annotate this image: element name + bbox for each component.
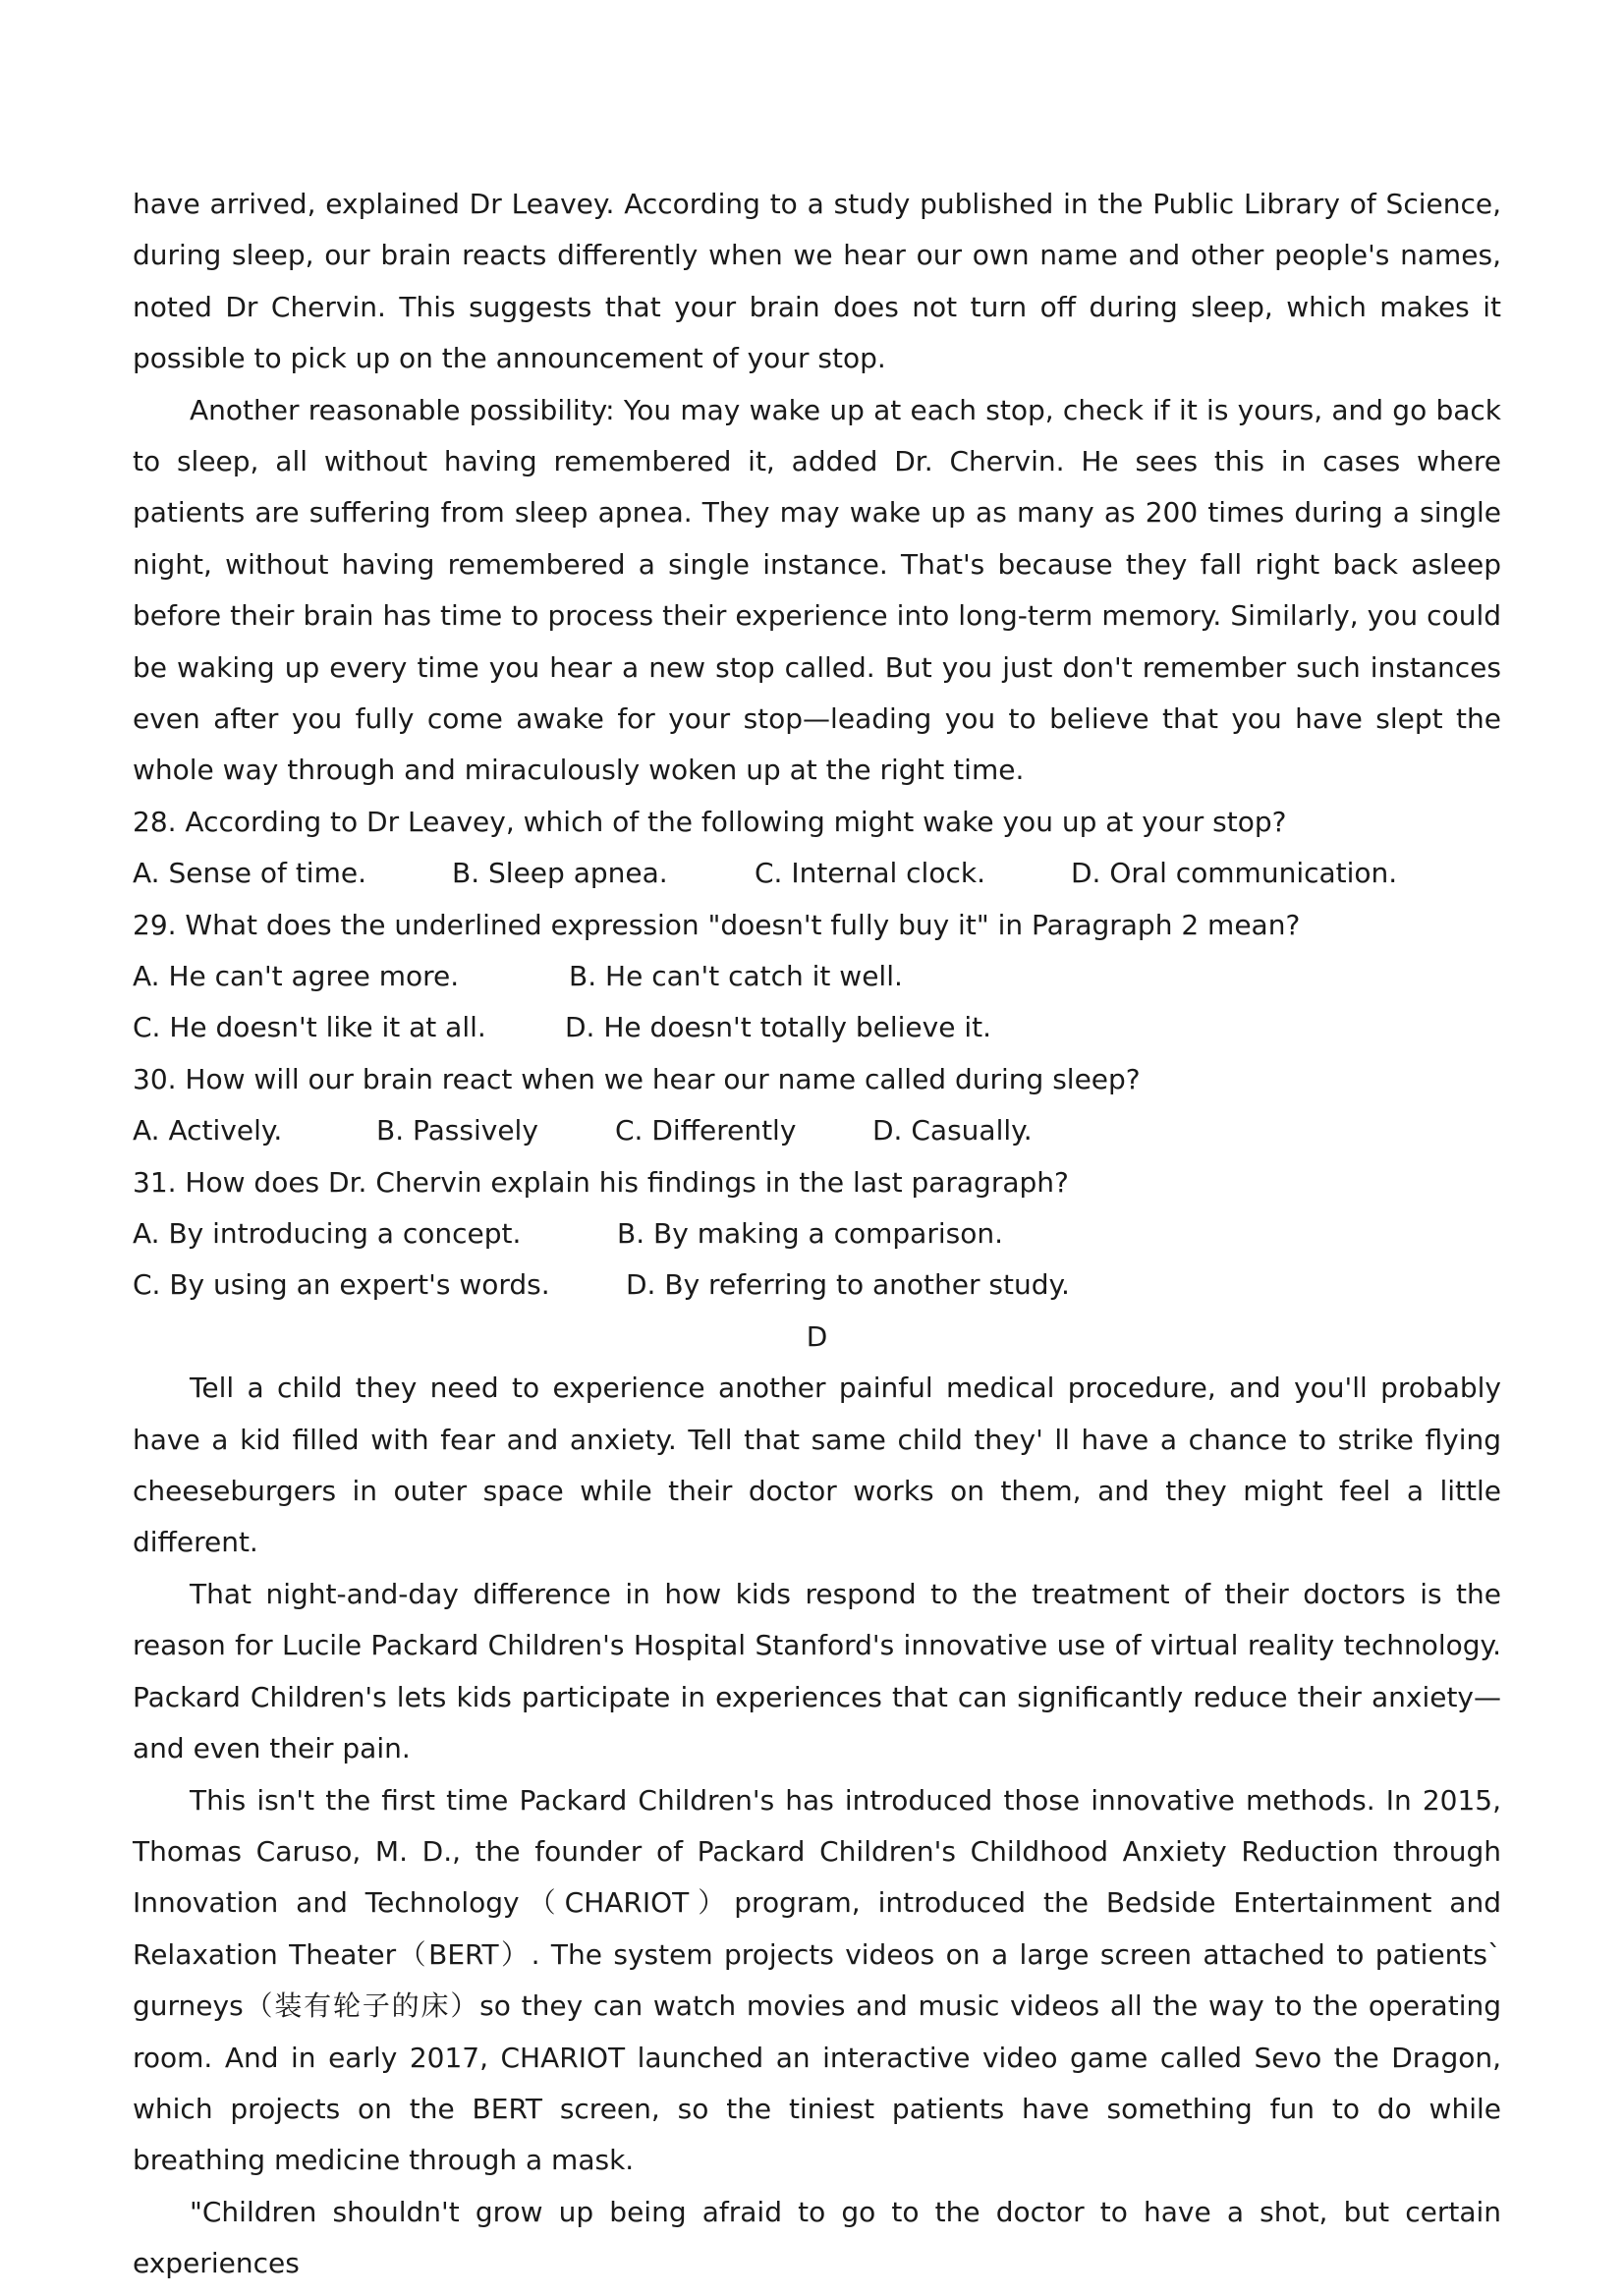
passage-d-paragraph-2: That night-and-day difference in how kids respond to the treatment of their doctors is the reason for Lucile Packard Children's Hospital Stanford's innovative use of virtual reality technology. Packard Children's lets kids participate in experiences that can significantly reduce their anxiety—and even their pain. [133,1577,1501,1765]
passage-d-paragraph-4: "Children shouldn't grow up being afraid to go to the doctor to have a shot, but certain experiences [133,2195,1501,2280]
question-28-stem: 28. According to Dr Leavey, which of the following might wake you up at your stop? [133,805,1287,838]
passage-d-paragraph-1: Tell a child they need to experience another painful medical procedure, and you'll probably have a kid filled with fear and anxiety. Tell that same child they' ll have a chance to strike flying cheeseburgers in outer space while their doctor works on them, and they might feel a little different. [133,1372,1501,1559]
passage-c-paragraph-last: Another reasonable possibility: You may wake up at each stop, check if it is yours, and go back to sleep, all without having remembered it, added Dr. Chervin. He sees this in cases where patients are suffering from sleep apnea. They may wake up as many as 200 times during a single night, without having remembered a single instance. That's because they fall right back asleep before their brain has time to process their experience into long-term memory. Similarly, you could be waking up every time you hear a new stop called. But you just don't remember such instances even after you fully come awake for your stop—leading you to believe that you have slept the whole way through and miraculously woken up at the right time. [133,393,1501,787]
question-29-options-row-2 [133,1002,1501,1053]
question-31-stem: 31. How does Dr. Chervin explain his findings in the last paragraph? [133,1165,1069,1199]
question-31-option-c: C. By using an expert's words. [133,1268,550,1302]
passage-d-heading: D [806,1319,828,1353]
question-29-option-a: A. He can't agree more. [133,960,460,993]
question-28-option-b: B. Sleep apnea. [452,857,668,890]
question-31-option-d: D. By referring to another study. [626,1268,1070,1302]
question-30-options [133,1105,1501,1156]
question-28-options [133,848,1501,899]
question-29-stem: 29. What does the underlined expression "doesn't fully buy it" in Paragraph 2 mean? [133,908,1301,941]
page-content [133,179,1501,2290]
question-29-option-d: D. He doesn't totally believe it. [565,1011,991,1044]
question-29-option-b: B. He can't catch it well. [569,960,903,993]
question-29-option-c: C. He doesn't like it at all. [133,1011,486,1044]
question-29-options-row-1 [133,951,1501,1002]
passage-c-paragraph-continued: have arrived, explained Dr Leavey. According to a study published in the Public Library of Science, during sleep, our brain reacts differently when we hear our own name and other people's names, noted Dr Chervin. This suggests that your brain does not turn off during sleep, which makes it possible to pick up on the announcement of your stop. [133,188,1501,375]
question-30-option-a: A. Actively. [133,1114,283,1148]
question-30-option-d: D. Casually. [872,1114,1033,1148]
question-31-option-b: B. By making a comparison. [617,1217,1003,1251]
question-28-option-c: C. Internal clock. [755,857,985,890]
question-30-stem: 30. How will our brain react when we hear our name called during sleep? [133,1062,1141,1095]
question-30-option-b: B. Passively [376,1114,538,1148]
question-28-option-d: D. Oral communication. [1071,857,1398,890]
passage-d-paragraph-3: This isn't the first time Packard Children's has introduced those innovative methods. In 2015, Thomas Caruso, M. D., the founder of Packard Children's Childhood Anxiety Reduction through Innovation and Technology（CHARIOT）program, introduced the Bedside Entertainment and Relaxation Theater（BERT）. The system projects videos on a large screen attached to patients` gurneys（装有轮子的床）so they can watch movies and music videos all the way to the operating room. And in early 2017, CHARIOT launched an interactive video game called Sevo the Dragon, which projects on the BERT screen, so the tiniest patients have something fun to do while breathing medicine through a mask. [133,1783,1501,2177]
question-31-options-row-1 [133,1208,1501,1260]
question-30-option-c: C. Differently [615,1114,797,1148]
question-31-option-a: A. By introducing a concept. [133,1217,522,1251]
question-28-option-a: A. Sense of time. [133,857,366,890]
question-31-options-row-2 [133,1260,1501,1311]
